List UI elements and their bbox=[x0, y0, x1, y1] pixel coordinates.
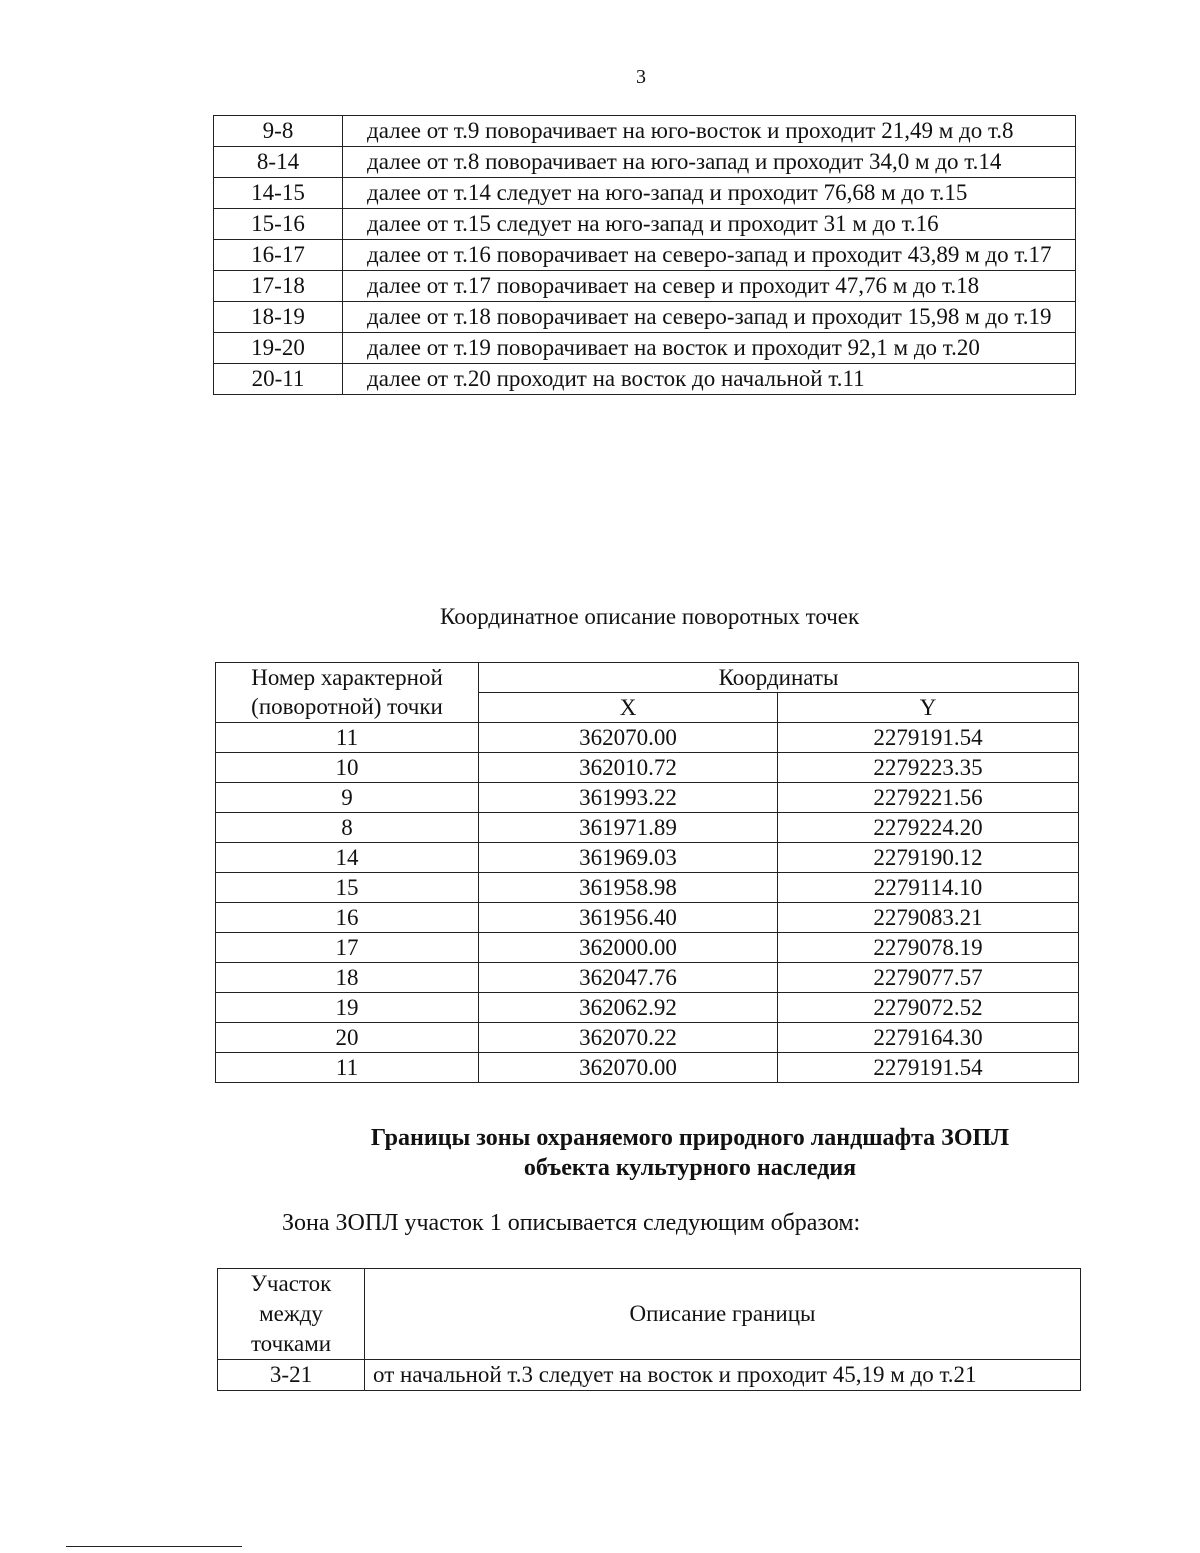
table-row bbox=[216, 843, 1079, 873]
table-row bbox=[214, 271, 1076, 302]
header-description: Описание границы bbox=[365, 1269, 1081, 1360]
table-row bbox=[216, 903, 1079, 933]
segment-cell: 17-18 bbox=[214, 271, 343, 302]
segment-cell: 8-14 bbox=[214, 147, 343, 178]
point-cell: 9 bbox=[216, 783, 479, 813]
coords-caption: Координатное описание поворотных точек bbox=[440, 604, 860, 629]
y-cell: 2279077.57 bbox=[778, 963, 1079, 993]
page-number: 3 bbox=[636, 66, 646, 88]
x-cell: 362070.22 bbox=[479, 1023, 778, 1053]
y-cell: 2279224.20 bbox=[778, 813, 1079, 843]
description-cell: далее от т.19 поворачивает на восток и проходит 92,1 м до т.20 bbox=[343, 333, 1076, 364]
table-row bbox=[216, 783, 1079, 813]
zone-boundary-table bbox=[217, 1268, 1081, 1391]
x-cell: 361956.40 bbox=[479, 903, 778, 933]
x-cell: 361971.89 bbox=[479, 813, 778, 843]
y-cell: 2279191.54 bbox=[778, 1053, 1079, 1083]
description-cell: далее от т.9 поворачивает на юго-восток и проходит 21,49 м до т.8 bbox=[343, 116, 1076, 147]
table-row bbox=[214, 116, 1076, 147]
segment-cell: 3-21 bbox=[218, 1360, 365, 1391]
header-x: X bbox=[479, 693, 778, 723]
point-cell: 20 bbox=[216, 1023, 479, 1053]
header-segment: Участок между точками bbox=[218, 1269, 365, 1360]
x-cell: 361958.98 bbox=[479, 873, 778, 903]
description-cell: далее от т.17 поворачивает на север и проходит 47,76 м до т.18 bbox=[343, 271, 1076, 302]
point-cell: 8 bbox=[216, 813, 479, 843]
x-cell: 361993.22 bbox=[479, 783, 778, 813]
table-row bbox=[214, 178, 1076, 209]
table-row bbox=[216, 873, 1079, 903]
x-cell: 362070.00 bbox=[479, 723, 778, 753]
point-cell: 15 bbox=[216, 873, 479, 903]
table-row bbox=[214, 240, 1076, 271]
y-cell: 2279114.10 bbox=[778, 873, 1079, 903]
segment-cell: 20-11 bbox=[214, 364, 343, 395]
x-cell: 362070.00 bbox=[479, 1053, 778, 1083]
section-heading-line-2: объекта культурного наследия bbox=[523, 1155, 857, 1181]
segment-cell: 15-16 bbox=[214, 209, 343, 240]
description-cell: далее от т.20 проходит на восток до начальной т.11 bbox=[343, 364, 1076, 395]
x-cell: 362000.00 bbox=[479, 933, 778, 963]
coordinates-table bbox=[215, 662, 1079, 1083]
y-cell: 2279190.12 bbox=[778, 843, 1079, 873]
x-cell: 362010.72 bbox=[479, 753, 778, 783]
segment-cell: 18-19 bbox=[214, 302, 343, 333]
y-cell: 2279078.19 bbox=[778, 933, 1079, 963]
table-row bbox=[216, 753, 1079, 783]
table-row bbox=[216, 1023, 1079, 1053]
point-cell: 19 bbox=[216, 993, 479, 1023]
segment-cell: 16-17 bbox=[214, 240, 343, 271]
segment-cell: 14-15 bbox=[214, 178, 343, 209]
point-cell: 17 bbox=[216, 933, 479, 963]
boundary-segments-table bbox=[213, 115, 1076, 395]
segment-cell: 19-20 bbox=[214, 333, 343, 364]
footnote-rule bbox=[66, 1546, 242, 1547]
point-cell: 11 bbox=[216, 723, 479, 753]
y-cell: 2279221.56 bbox=[778, 783, 1079, 813]
table-row bbox=[216, 1053, 1079, 1083]
table-row bbox=[214, 333, 1076, 364]
y-cell: 2279083.21 bbox=[778, 903, 1079, 933]
description-cell: далее от т.15 следует на юго-запад и проходит 31 м до т.16 bbox=[343, 209, 1076, 240]
x-cell: 362062.92 bbox=[479, 993, 778, 1023]
table-row bbox=[216, 723, 1079, 753]
table-row bbox=[216, 813, 1079, 843]
y-cell: 2279223.35 bbox=[778, 753, 1079, 783]
point-cell: 14 bbox=[216, 843, 479, 873]
description-cell: далее от т.14 следует на юго-запад и проходит 76,68 м до т.15 bbox=[343, 178, 1076, 209]
header-y: Y bbox=[778, 693, 1079, 723]
table-row bbox=[214, 364, 1076, 395]
y-cell: 2279072.52 bbox=[778, 993, 1079, 1023]
section-heading bbox=[290, 1123, 1090, 1183]
section-heading-line-1: Границы зоны охраняемого природного ландшафта ЗОПЛ bbox=[370, 1125, 1010, 1151]
description-cell: далее от т.8 поворачивает на юго-запад и проходит 34,0 м до т.14 bbox=[343, 147, 1076, 178]
table-row bbox=[216, 993, 1079, 1023]
table-row bbox=[216, 963, 1079, 993]
header-coordinates: Координаты bbox=[479, 663, 1079, 693]
header-point-number: Номер характерной (поворотной) точки bbox=[216, 663, 479, 723]
segment-cell: 9-8 bbox=[214, 116, 343, 147]
x-cell: 361969.03 bbox=[479, 843, 778, 873]
point-cell: 16 bbox=[216, 903, 479, 933]
table-row bbox=[216, 933, 1079, 963]
y-cell: 2279191.54 bbox=[778, 723, 1079, 753]
description-cell: далее от т.16 поворачивает на северо-запад и проходит 43,89 м до т.17 bbox=[343, 240, 1076, 271]
point-cell: 18 bbox=[216, 963, 479, 993]
description-cell: далее от т.18 поворачивает на северо-запад и проходит 15,98 м до т.19 bbox=[343, 302, 1076, 333]
table-row bbox=[218, 1360, 1081, 1391]
table-row bbox=[214, 147, 1076, 178]
zone-intro: Зона ЗОПЛ участок 1 описывается следующим образом: bbox=[282, 1210, 861, 1236]
point-cell: 11 bbox=[216, 1053, 479, 1083]
x-cell: 362047.76 bbox=[479, 963, 778, 993]
table-row bbox=[214, 302, 1076, 333]
y-cell: 2279164.30 bbox=[778, 1023, 1079, 1053]
point-cell: 10 bbox=[216, 753, 479, 783]
description-cell: от начальной т.3 следует на восток и проходит 45,19 м до т.21 bbox=[365, 1360, 1081, 1391]
table-row bbox=[214, 209, 1076, 240]
